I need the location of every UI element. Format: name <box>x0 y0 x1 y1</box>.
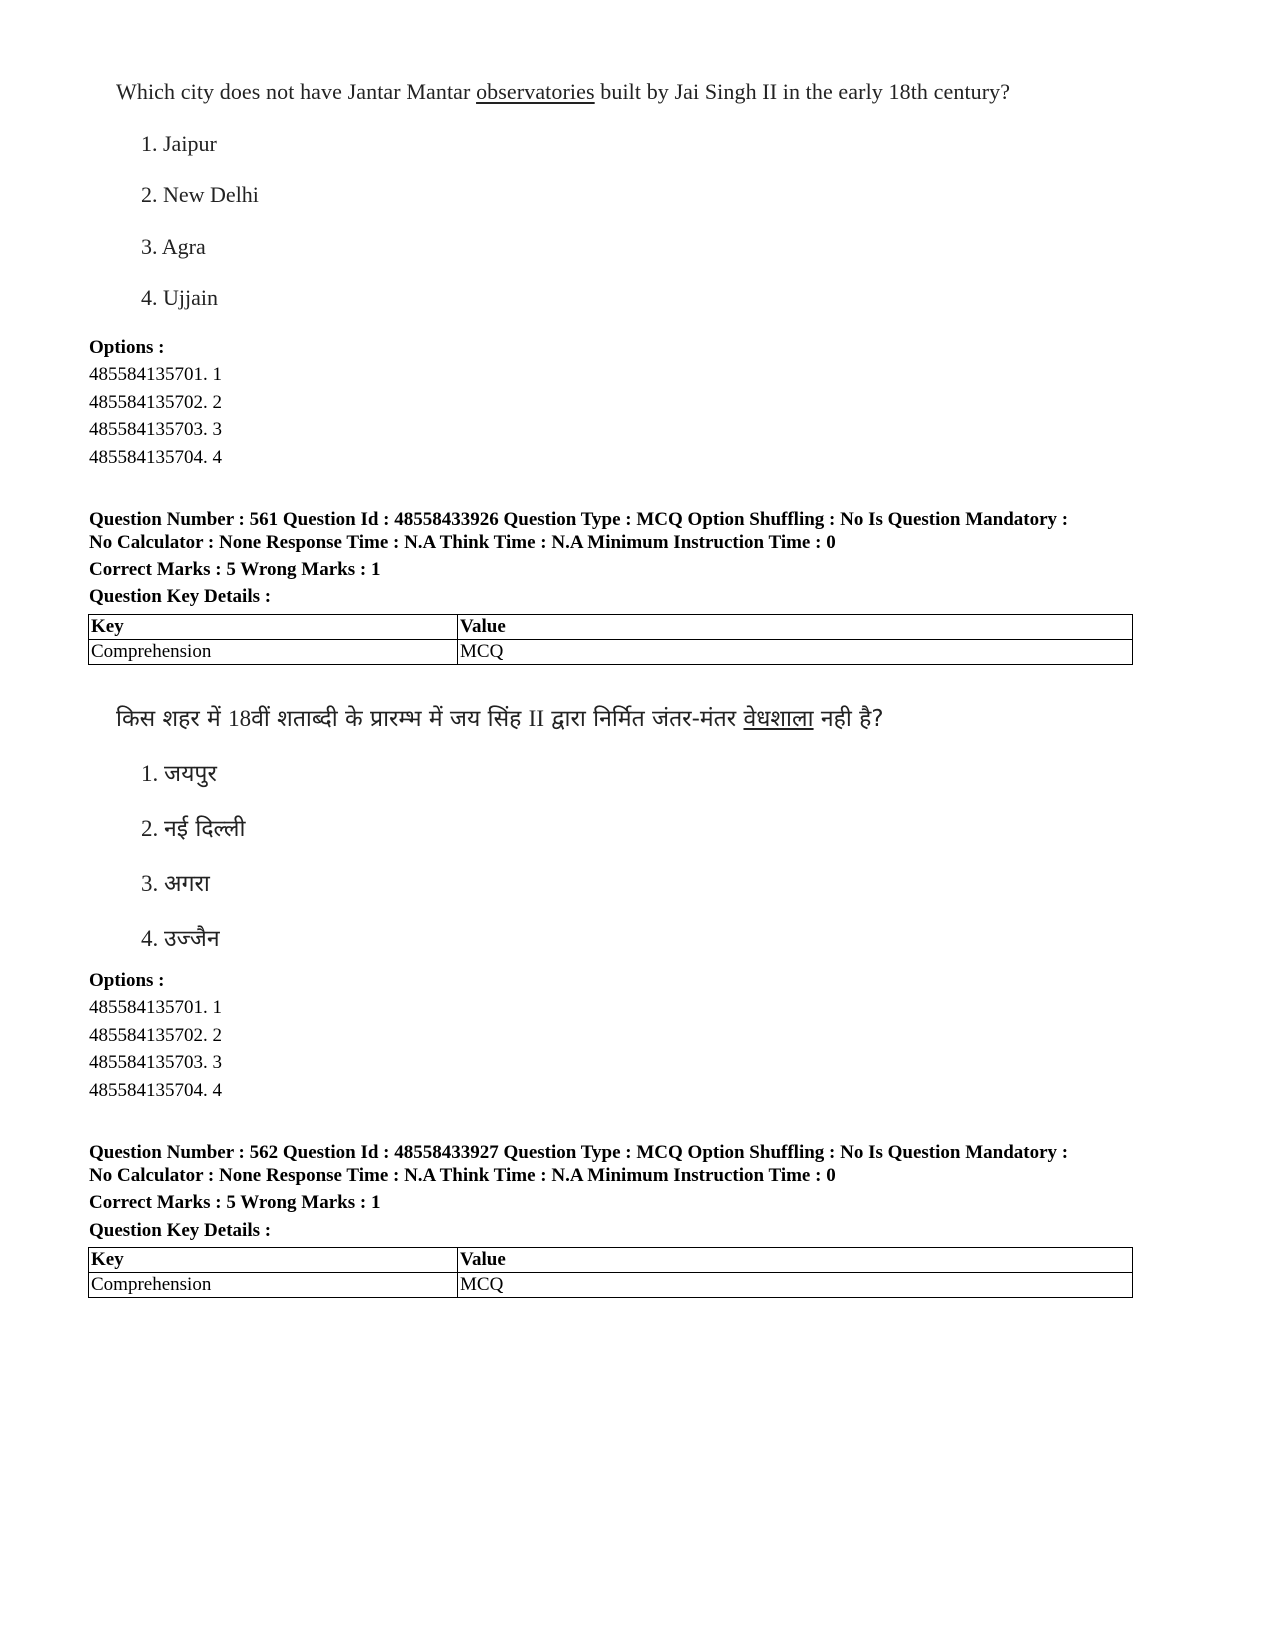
answer-choice-3: 3. Agra <box>141 234 206 259</box>
table-cell-key: Comprehension <box>89 1273 458 1298</box>
table-row <box>89 1273 1133 1298</box>
question-meta-line-1: Question Number : 561 Question Id : 48558433926 Question Type : MCQ Option Shuffling : No Is Question Mandatory : <box>89 509 1069 530</box>
hindi-stem-after: नही है? <box>813 706 884 732</box>
key-details-table <box>88 1247 1133 1298</box>
choice-number: 3. <box>141 871 164 896</box>
stem-underlined-word: observatories <box>476 79 595 104</box>
choice-text: जयपुर <box>164 761 217 787</box>
hindi-stem-middle-2: द्वारा निर्मित जंतर-मंतर <box>543 706 744 732</box>
hindi-answer-choice-4 <box>141 921 220 953</box>
table-header-key: Key <box>89 615 458 640</box>
hindi-stem-before: किस शहर में <box>116 706 229 732</box>
option-id-1: 485584135701. 1 <box>89 997 222 1018</box>
table-cell-value: MCQ <box>458 640 1133 665</box>
choice-number: 4. <box>141 926 164 951</box>
table-header-row <box>89 1248 1133 1273</box>
hindi-stem-roman: II <box>528 706 544 731</box>
stem-text-after: built by Jai Singh II in the early 18th century? <box>594 79 1011 104</box>
hindi-answer-choice-2 <box>141 811 245 843</box>
marks-line: Correct Marks : 5 Wrong Marks : 1 <box>89 559 381 580</box>
choice-number: 1. <box>141 761 164 786</box>
option-id-3: 485584135703. 3 <box>89 1052 222 1073</box>
stem-text-before: Which city does not have Jantar Mantar <box>116 79 477 104</box>
hindi-stem-middle: वीं शताब्दी के प्रारम्भ में जय सिंह <box>251 706 529 732</box>
option-id-1: 485584135701. 1 <box>89 364 222 385</box>
hindi-answer-choice-1 <box>141 756 217 788</box>
answer-choice-2: 2. New Delhi <box>141 182 259 207</box>
option-id-4: 485584135704. 4 <box>89 1080 222 1101</box>
option-id-3: 485584135703. 3 <box>89 419 222 440</box>
table-header-value: Value <box>458 615 1133 640</box>
hindi-stem-underlined-word: वेधशाला <box>743 706 814 732</box>
table-cell-value: MCQ <box>458 1273 1133 1298</box>
key-details-table <box>88 614 1133 665</box>
choice-number: 2. <box>141 816 164 841</box>
question-meta-line-1: Question Number : 562 Question Id : 48558433927 Question Type : MCQ Option Shuffling : No Is Question Mandatory : <box>89 1142 1069 1163</box>
marks-line: Correct Marks : 5 Wrong Marks : 1 <box>89 1192 381 1213</box>
key-details-label: Question Key Details : <box>89 1220 272 1241</box>
answer-choice-4: 4. Ujjain <box>141 285 218 310</box>
table-header-value: Value <box>458 1248 1133 1273</box>
hindi-stem-number: 18 <box>228 706 252 731</box>
answer-choice-1: 1. Jaipur <box>141 131 217 156</box>
question-stem-english <box>116 79 1010 105</box>
choice-text: नई दिल्ली <box>164 816 246 842</box>
option-id-2: 485584135702. 2 <box>89 1025 222 1046</box>
table-row <box>89 640 1133 665</box>
question-meta-line-2: No Calculator : None Response Time : N.A Think Time : N.A Minimum Instruction Time : 0 <box>89 1165 836 1186</box>
option-id-4: 485584135704. 4 <box>89 447 222 468</box>
option-id-2: 485584135702. 2 <box>89 392 222 413</box>
choice-text: अगरा <box>164 871 210 897</box>
table-header-key: Key <box>89 1248 458 1273</box>
hindi-answer-choice-3 <box>141 866 210 898</box>
table-cell-key: Comprehension <box>89 640 458 665</box>
question-meta-line-2: No Calculator : None Response Time : N.A Think Time : N.A Minimum Instruction Time : 0 <box>89 532 836 553</box>
options-label: Options : <box>89 337 165 358</box>
key-details-label: Question Key Details : <box>89 586 272 607</box>
options-label: Options : <box>89 970 165 991</box>
choice-text: उज्जैन <box>164 926 220 952</box>
table-header-row <box>89 615 1133 640</box>
question-stem-hindi <box>116 701 884 733</box>
